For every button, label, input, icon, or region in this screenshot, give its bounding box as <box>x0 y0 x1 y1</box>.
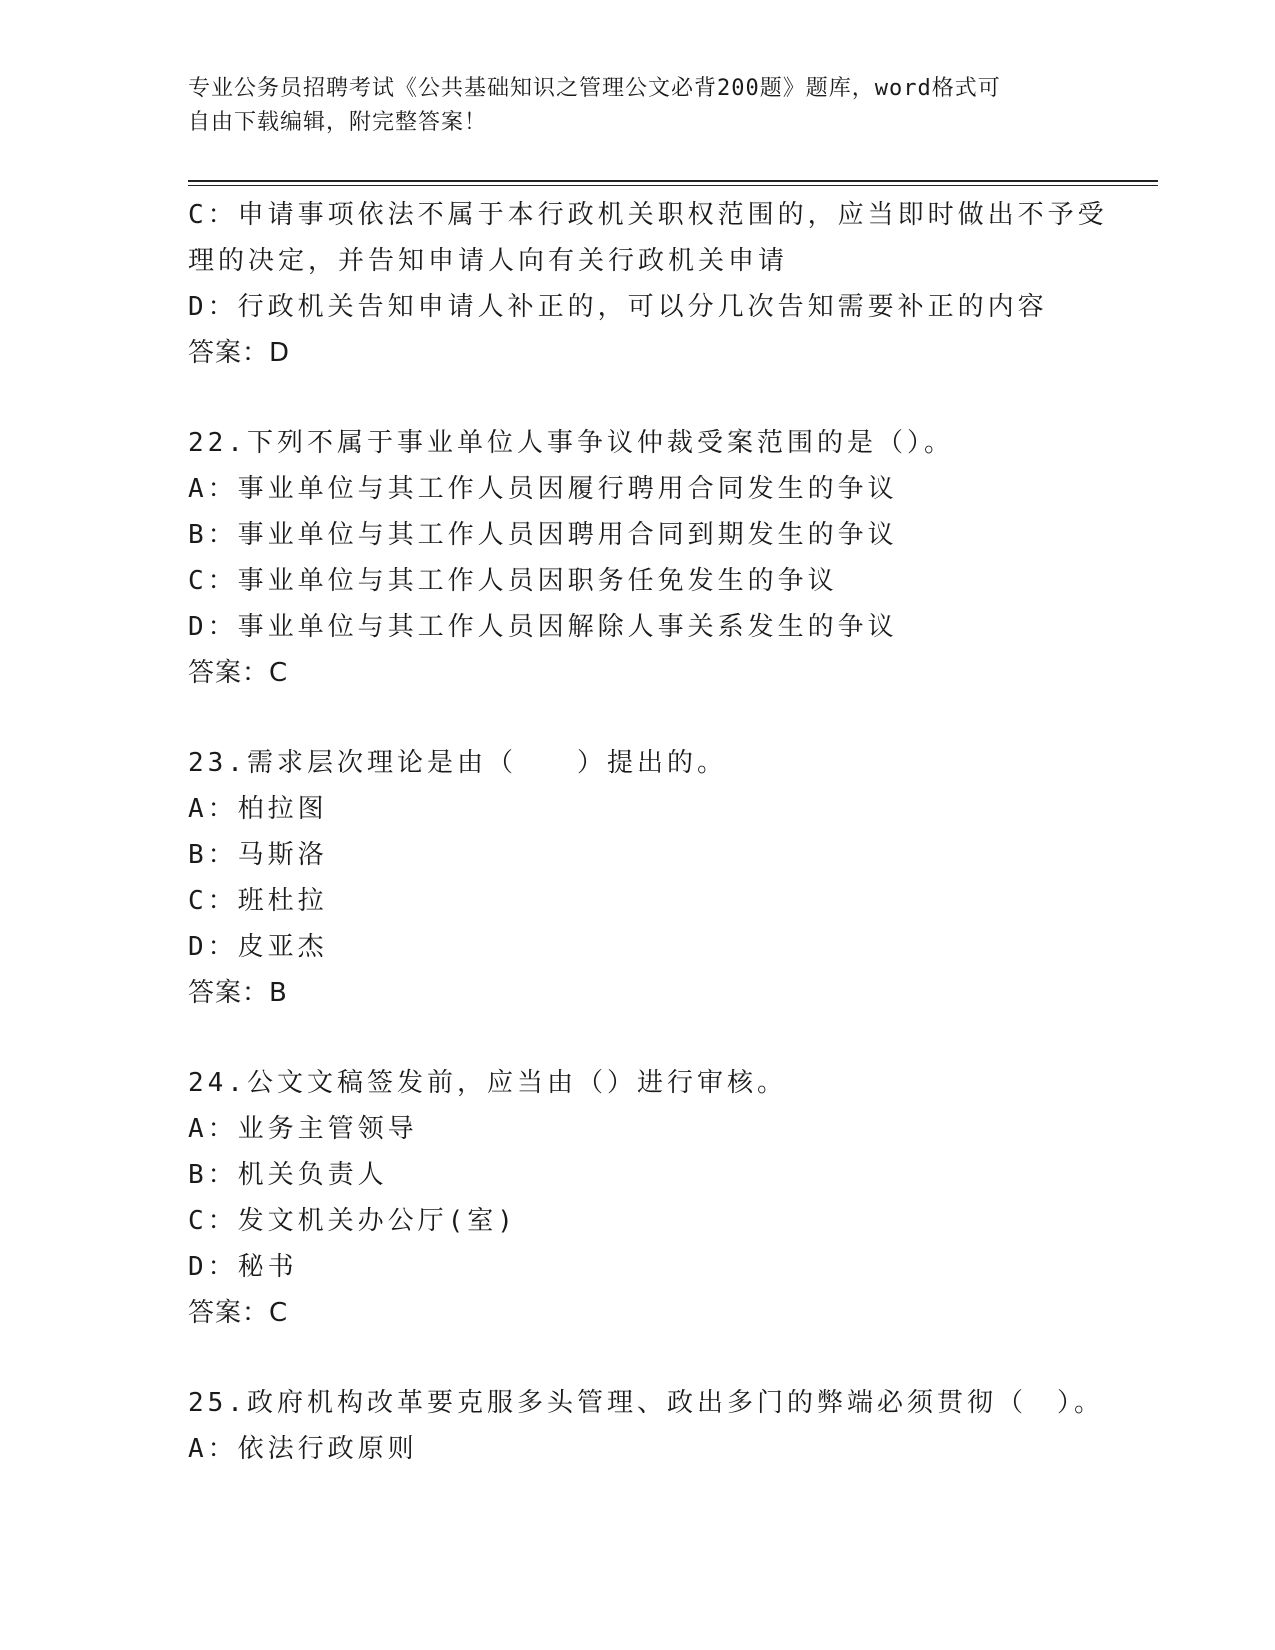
document-header <box>188 72 1088 140</box>
option-c: C：事业单位与其工作人员因职务任免发生的争议 <box>188 566 838 596</box>
answer: 答案：C <box>188 658 289 688</box>
option-b: B：机关负责人 <box>188 1160 388 1190</box>
answer: 答案：B <box>188 978 288 1008</box>
spacer <box>188 696 1148 740</box>
header-title-line-2: 自由下载编辑，附完整答案！ <box>188 110 488 135</box>
option-a: A：依法行政原则 <box>188 1434 418 1464</box>
header-divider-thin <box>188 185 1158 186</box>
option-a: A：柏拉图 <box>188 794 328 824</box>
question-stem: 24.公文文稿签发前，应当由（）进行审核。 <box>188 1068 787 1098</box>
option-d: D：皮亚杰 <box>188 932 328 962</box>
question-stem: 22.下列不属于事业单位人事争议仲裁受案范围的是（）。 <box>188 428 954 458</box>
question-25 <box>188 1380 1148 1472</box>
option-b: B：马斯洛 <box>188 840 328 870</box>
header-divider-thick <box>188 180 1158 182</box>
spacer <box>188 1016 1148 1060</box>
option-a: A：事业单位与其工作人员因履行聘用合同发生的争议 <box>188 474 898 504</box>
option-a: A：业务主管领导 <box>188 1114 418 1144</box>
option-c: C：申请事项依法不属于本行政机关职权范围的，应当即时做出不予受 <box>188 200 1108 230</box>
option-c: C：发文机关办公厅(室) <box>188 1206 517 1236</box>
question-list <box>188 192 1148 1472</box>
question-23 <box>188 740 1148 1016</box>
question-22 <box>188 420 1148 696</box>
question-21-continuation <box>188 192 1148 376</box>
question-stem: 25.政府机构改革要克服多头管理、政出多门的弊端必须贯彻（ ）。 <box>188 1388 1104 1418</box>
question-24 <box>188 1060 1148 1336</box>
spacer <box>188 376 1148 420</box>
answer: 答案：C <box>188 1298 289 1328</box>
answer: 答案：D <box>188 338 291 368</box>
header-title-line-1: 专业公务员招聘考试《公共基础知识之管理公文必背200题》题库，word格式可 <box>188 76 1001 101</box>
spacer <box>188 1336 1148 1380</box>
option-c-continued: 理的决定，并告知申请人向有关行政机关申请 <box>188 246 789 276</box>
question-stem: 23.需求层次理论是由（ ）提出的。 <box>188 748 727 778</box>
option-d: D：秘书 <box>188 1252 298 1282</box>
option-c: C：班杜拉 <box>188 886 328 916</box>
option-d: D：事业单位与其工作人员因解除人事关系发生的争议 <box>188 612 898 642</box>
option-b: B：事业单位与其工作人员因聘用合同到期发生的争议 <box>188 520 898 550</box>
option-d: D：行政机关告知申请人补正的，可以分几次告知需要补正的内容 <box>188 292 1048 322</box>
